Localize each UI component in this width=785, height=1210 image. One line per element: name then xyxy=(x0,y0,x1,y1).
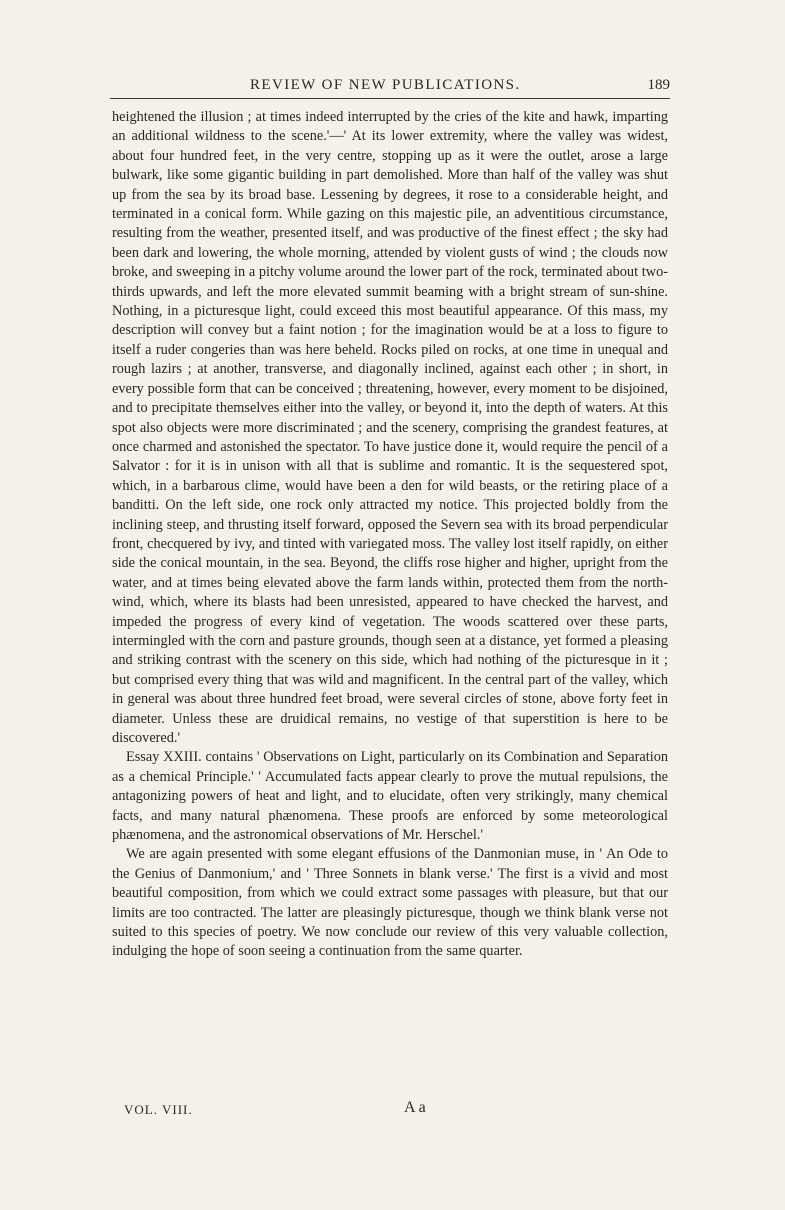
paragraph-essay-xxiii: Essay XXIII. contains ' Observations on Light, particularly on its Combination and Separation as a chemical Principle.' ' Accumulated facts appear clearly to prove the mutual repulsions, the antagonizing powers of heat and light, and to elucidate, often very strikingly, many chemical facts, and many natural phænomena. These proofs are enforced by some meteorological phænomena, and the astronomical observations of Mr. Herschel.' xyxy=(112,749,668,844)
body-text xyxy=(112,108,668,962)
header-rule xyxy=(110,98,670,99)
paragraph-danmonian-muse: We are again presented with some elegant effusions of the Danmonian muse, in ' An Ode to the Genius of Danmonium,' and ' Three Sonnets in blank verse.' The first is a vivid and most beautiful composition, from which we could extract some passages with pleasure, but that our limits are too contracted. The latter are pleasingly picturesque, though we think blank verse not suited to this species of poetry. We now conclude our review of this very valuable collection, indulging the hope of soon seeing a continuation from the same quarter. xyxy=(112,846,668,960)
signature-mark: A a xyxy=(404,1099,426,1116)
running-head xyxy=(110,77,670,99)
volume-label: VOL. VIII. xyxy=(124,1102,193,1117)
paragraph-quotation: heightened the illusion ; at times indeed interrupted by the cries of the kite and hawk, imparting an additional wildness to the scene.'—' At its lower extremity, where the valley was widest, about four hundred feet, in the very centre, stopping up as it were the outlet, arose a large bulwark, like some gigantic building in part demolished. More than half of the valley was shut up from the sea by its broad base. Lessening by degrees, it rose to a considerable height, and terminated in a conical form. While gazing on this majestic pile, an adventitious circumstance, resulting from the weather, presented itself, and was productive of the finest effect ; the sky had been dark and lowering, the whole morning, attended by violent gusts of wind ; the clouds now broke, and sweeping in a pitchy volume around the lower part of the rock, terminated about two-thirds upwards, and left the more elevated summit beaming with a bright stream of sun-shine. Nothing, in a picturesque light, could exceed this most beautiful appearance. Of this mass, my description will convey but a faint notion ; for the imagination would be at a loss to figure to itself a ruder congeries than was here beheld. Rocks piled on rocks, at one time in unequal and rough lazirs ; at another, transverse, and diagonally inclined, against each other ; in short, in every possible form that can be conceived ; threatening, however, every moment to be disjoined, and to precipitate themselves either into the valley, or beyond it, into the depth of waters. At this spot also objects were more discriminated ; and the scenery, comprising the grandest features, at once charmed and astonished the spectator. To have justice done it, would require the pencil of a Salvator : for it is in unison with all that is sublime and romantic. It is the sequestered spot, which, in a barbarous clime, would have been a den for wild beasts, or the retiring place of a banditti. On the left side, one rock only attracted my notice. This projected boldly from the inclining steep, and thrusting itself forward, opposed the Severn sea with its broad perpendicular front, checquered by ivy, and tinted with variegated moss. The valley lost itself rapidly, on either side the conical mountain, in the sea. Beyond, the cliffs rose higher and higher, upright from the water, and at times being elevated above the farm lands within, protected them from the north-wind, which, where its blasts had been unresisted, appeared to have checked the harvest, and impeded the progress of every kind of vegetation. The woods scattered over these parts, intermingled with the corn and pasture grounds, though seen at a distance, yet formed a pleasing and striking contrast with the scenery on this side, which had nothing of the picturesque in it ; but comprised every thing that was wild and magnificent. In the central part of the valley, which in general was about three hundred feet broad, were several circles of stone, above forty feet in diameter. Unless these are druidical remains, no vestige of that superstition is here to be discovered.' xyxy=(112,109,668,746)
page-footer xyxy=(112,1099,668,1124)
running-title: REVIEW OF NEW PUBLICATIONS. xyxy=(250,77,521,93)
page-number: 189 xyxy=(647,77,670,93)
